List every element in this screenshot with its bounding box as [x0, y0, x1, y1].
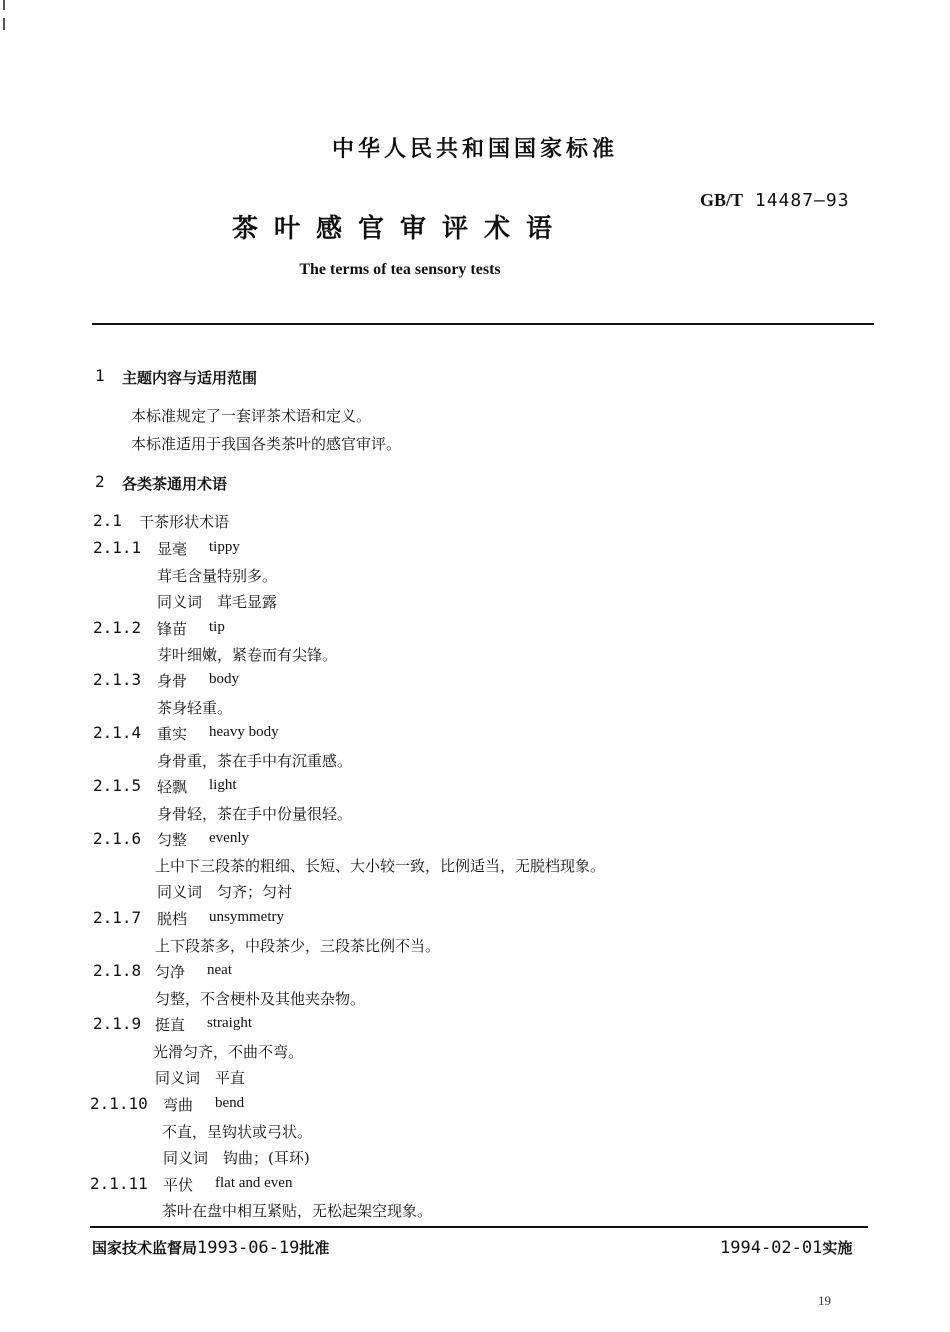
section-2-title: 各类茶通用术语: [122, 475, 228, 493]
term-en: light: [209, 777, 237, 793]
term-zh: 脱档: [157, 910, 188, 928]
term-definition: 茶叶在盘中相互紧贴，无松起架空现象。: [162, 1202, 433, 1220]
subsection-title: 干茶形状术语: [139, 513, 230, 531]
term-zh: 平伏: [163, 1176, 194, 1194]
approval-org: 国家技术监督局: [92, 1239, 198, 1257]
implementation-line: [720, 1237, 852, 1258]
term-number: 2.1.5: [93, 776, 142, 795]
term-definition: 匀整，不含梗朴及其他夹杂物。: [155, 990, 366, 1008]
term-definition: 身骨轻，茶在手中份量很轻。: [157, 805, 353, 823]
footer-divider: [90, 1226, 868, 1228]
section-2-number: 2: [95, 472, 105, 491]
term-zh: 匀整: [157, 831, 188, 849]
implementation-date: 1994-02-01: [720, 1238, 823, 1258]
term-zh: 重实: [157, 725, 188, 743]
approval-date: 1993-06-19: [197, 1238, 300, 1258]
term-number: 2.1.10: [90, 1094, 148, 1113]
term-definition: 芽叶细嫩，紧卷而有尖锋。: [157, 646, 338, 664]
term-en: unsymmetry: [209, 909, 284, 925]
term-number: 2.1.8: [93, 961, 142, 980]
national-standard-heading: 中华人民共和国国家标准: [331, 137, 618, 162]
term-number: 2.1.1: [93, 538, 142, 557]
page-number: 19: [818, 1293, 831, 1308]
term-en: heavy body: [209, 724, 279, 740]
section-1-paragraph-2: 本标准适用于我国各类茶叶的感官审评。: [131, 435, 402, 453]
section-1-number: 1: [95, 366, 105, 385]
document-title-en: The terms of tea sensory tests: [299, 261, 501, 278]
term-en: neat: [207, 962, 232, 978]
term-definition: 上中下三段茶的粗细、长短、大小较一致，比例适当，无脱档现象。: [155, 857, 606, 875]
term-en: evenly: [209, 830, 249, 846]
term-en: tippy: [209, 539, 240, 555]
standard-code-number: 14487—93: [754, 190, 850, 211]
term-definition: 茶身轻重。: [157, 699, 233, 717]
term-synonym: 同义词 平直: [155, 1069, 246, 1087]
subsection-number: 2.1: [93, 511, 122, 530]
term-zh: 弯曲: [163, 1096, 194, 1114]
term-definition: 身骨重，茶在手中有沉重感。: [157, 752, 353, 770]
term-zh: 挺直: [155, 1016, 186, 1034]
term-synonym: 同义词 茸毛显露: [157, 593, 278, 611]
term-synonym: 同义词 匀齐；匀衬: [157, 883, 293, 901]
term-zh: 匀净: [155, 963, 186, 981]
approval-line: [92, 1237, 329, 1258]
term-number: 2.1.3: [93, 670, 142, 689]
header-divider: [92, 323, 874, 325]
term-number: 2.1.6: [93, 829, 142, 848]
term-zh: 锋苗: [157, 620, 188, 638]
section-1-title: 主题内容与适用范围: [122, 369, 258, 387]
term-number: 2.1.2: [93, 618, 142, 637]
term-number: 2.1.7: [93, 908, 142, 927]
standard-code-prefix: GB/T: [700, 190, 744, 210]
term-en: tip: [209, 619, 225, 635]
term-number: 2.1.9: [93, 1014, 142, 1033]
term-zh: 身骨: [157, 672, 188, 690]
term-definition: 光滑匀齐，不曲不弯。: [153, 1043, 304, 1061]
term-definition: 不直，呈钩状或弓状。: [162, 1123, 313, 1141]
document-title-zh: 茶叶感官审评术语: [231, 214, 568, 244]
term-definition: 上下段茶多，中段茶少，三段茶比例不当。: [155, 937, 441, 955]
term-definition: 茸毛含量特别多。: [157, 567, 278, 585]
term-en: body: [209, 671, 239, 687]
approval-suffix: 批准: [299, 1239, 330, 1257]
term-synonym: 同义词 钩曲；(耳环): [163, 1149, 310, 1167]
term-number: 2.1.4: [93, 723, 142, 742]
implementation-suffix: 实施: [822, 1239, 853, 1257]
term-number: 2.1.11: [90, 1174, 148, 1193]
term-en: flat and even: [215, 1175, 293, 1191]
term-en: bend: [215, 1095, 245, 1111]
term-zh: 轻飘: [157, 778, 188, 796]
term-zh: 显毫: [157, 540, 188, 558]
section-1-paragraph-1: 本标准规定了一套评茶术语和定义。: [131, 407, 372, 425]
term-en: straight: [207, 1015, 252, 1031]
